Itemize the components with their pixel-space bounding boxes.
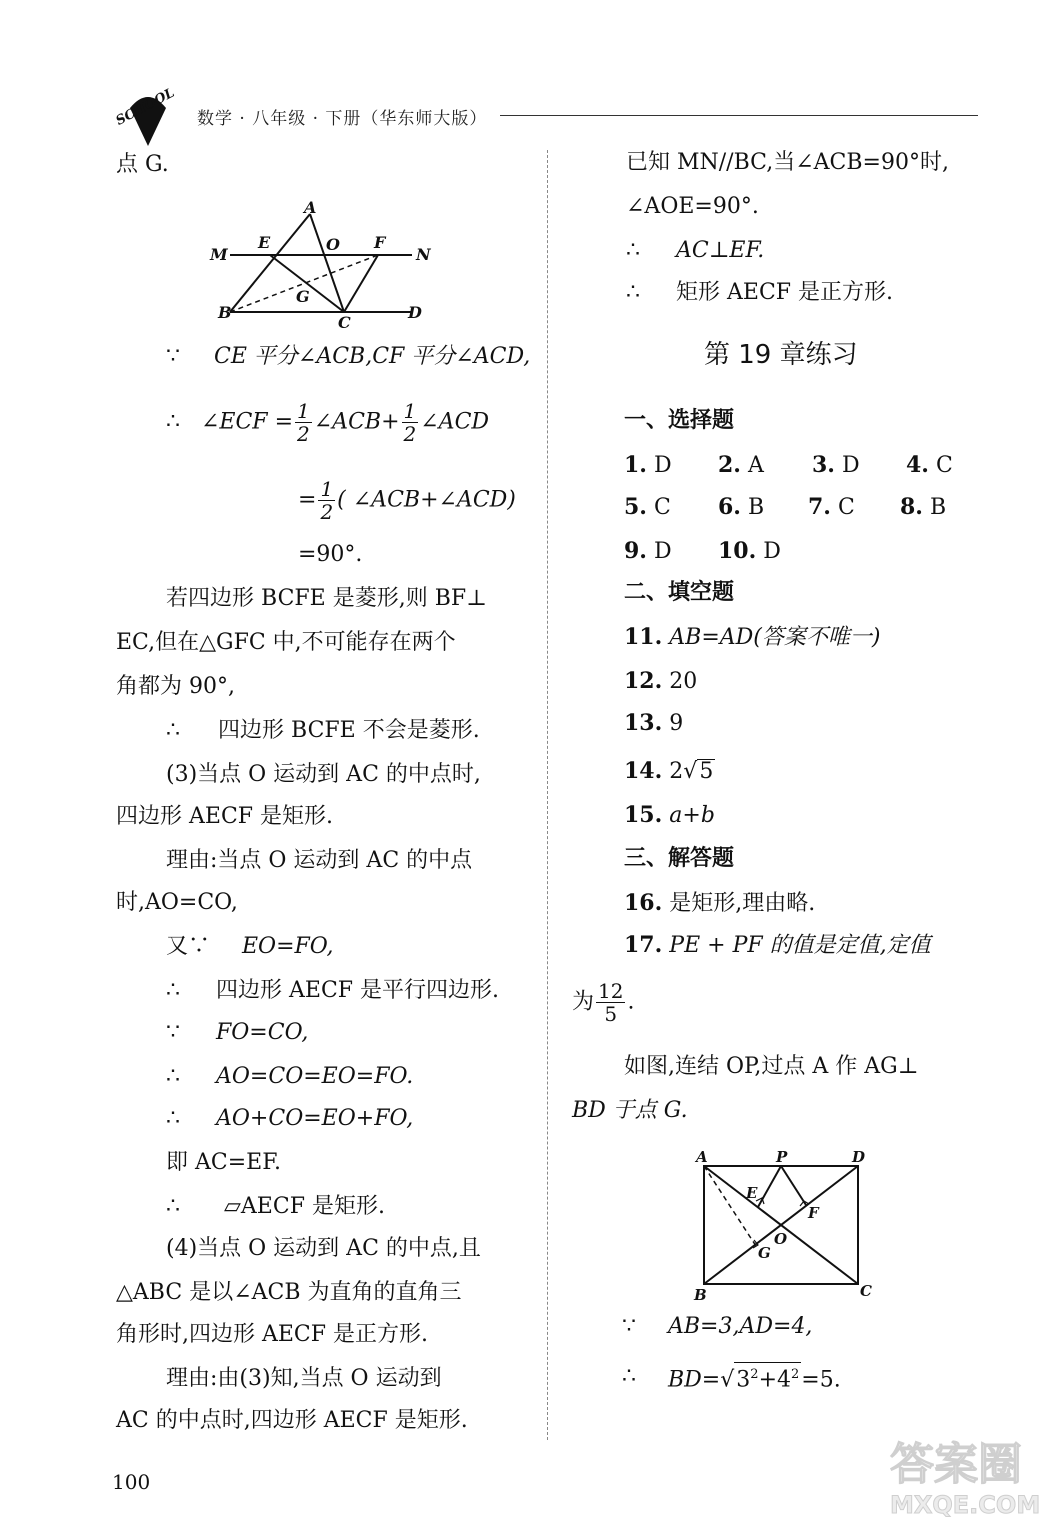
- text-line: 四边形 BCFE 不会是菱形.: [218, 718, 480, 743]
- text-line: ∴: [622, 1364, 636, 1389]
- text-line: △ABC 是以∠ACB 为直角的直角三: [116, 1280, 462, 1305]
- text-line: AB=3,AD=4,: [668, 1314, 813, 1339]
- label-D: D: [852, 1148, 866, 1166]
- text-line: ∵: [166, 1020, 180, 1045]
- figure-rectangle: [690, 1146, 890, 1306]
- solution-line: BD 于点 G.: [572, 1098, 688, 1123]
- mc-answer: 1. D: [624, 452, 672, 478]
- mc-answer: 9. D: [624, 538, 672, 564]
- text-line: ∵: [622, 1314, 636, 1339]
- solution-line: 17. PE + PF 的值是定值,定值: [624, 932, 931, 958]
- text-line: AO=CO=EO=FO.: [216, 1064, 414, 1089]
- text-line: 四边形 AECF 是矩形.: [116, 804, 334, 829]
- section-heading: 三、解答题: [624, 846, 735, 871]
- solution-line: 为 $\frac{12}{5}$ .: [572, 979, 635, 1026]
- fill-answer: 11. AB=AD(答案不唯一): [624, 624, 881, 650]
- label-G: G: [296, 287, 310, 306]
- label-E: E: [258, 233, 271, 252]
- text-line: (4)当点 O 运动到 AC 的中点,且: [166, 1236, 481, 1261]
- chapter-title: 第 19 章练习: [704, 340, 858, 370]
- figure-parallelogram: [200, 200, 440, 335]
- text-line: EO=FO,: [242, 934, 334, 959]
- label-O: O: [774, 1230, 788, 1248]
- mc-answer: 8. B: [900, 494, 947, 520]
- column-divider: [547, 150, 548, 1440]
- label-C: C: [338, 313, 351, 332]
- watermark-line1: 答案圈: [890, 1439, 1022, 1490]
- text-line: AC⊥EF.: [676, 238, 765, 263]
- text-line: 已知 MN//BC,当∠ACB=90°时,: [626, 150, 949, 175]
- solution-line: 如图,连结 OP,过点 A 作 AG⊥: [624, 1054, 919, 1079]
- text-line: 点 G.: [116, 152, 169, 177]
- label-P: P: [776, 1148, 788, 1166]
- label-N: N: [416, 245, 431, 264]
- label-F: F: [808, 1204, 819, 1222]
- label-A: A: [304, 200, 317, 217]
- text-line: ∴: [626, 238, 640, 263]
- location-pin-icon: [108, 86, 186, 150]
- section-heading: 一、选择题: [624, 408, 735, 433]
- sqrt-sign-icon: √: [720, 1367, 735, 1393]
- text-line: ∴: [166, 718, 180, 743]
- text-line: 时,AO=CO,: [116, 890, 238, 915]
- fill-answer: 13. 9: [624, 710, 684, 736]
- text-line: 矩形 AECF 是正方形.: [676, 280, 894, 305]
- mc-answer: 10. D: [718, 538, 781, 564]
- text-line: ∴: [166, 1106, 180, 1131]
- fill-answer: 14. 2√5: [624, 758, 714, 784]
- header-title: 数学 · 八年级 · 下册（华东师大版）: [197, 109, 488, 129]
- text-line: 若四边形 BCFE 是菱形,则 BF⊥: [166, 586, 487, 611]
- text-line: FO=CO,: [216, 1020, 309, 1045]
- fill-answer: 12. 20: [624, 668, 698, 694]
- label-B: B: [694, 1286, 707, 1304]
- mc-answer: 7. C: [808, 494, 855, 520]
- text-line: 理由:当点 O 运动到 AC 的中点: [166, 848, 473, 873]
- text-line: (3)当点 O 运动到 AC 的中点时,: [166, 762, 481, 787]
- mc-answer: 5. C: [624, 494, 671, 520]
- formula-line: = $\frac{1}{2}$ ( ∠ACB+∠ACD): [298, 477, 516, 524]
- label-A: A: [696, 1148, 708, 1166]
- label-E: E: [746, 1184, 758, 1202]
- page-number: 100: [112, 1470, 151, 1494]
- text-line: 角形时,四边形 AECF 是正方形.: [116, 1322, 429, 1347]
- fill-answer: 15. a+b: [624, 802, 715, 828]
- text-line: 又∵: [166, 934, 211, 959]
- text-line: ▱AECF 是矩形.: [224, 1194, 385, 1219]
- formula-line: ∴ ∠ECF = $\frac{1}{2}$ ∠ACB+ $\frac{1}{2}$ ∠ACD: [166, 399, 490, 446]
- label-D: D: [408, 303, 422, 322]
- text-line: 即 AC=EF.: [166, 1150, 282, 1175]
- school-logo: [108, 86, 186, 150]
- logo-text: SCHOOL: [113, 86, 178, 129]
- text-line: ∴: [166, 1194, 180, 1219]
- watermark: [890, 1440, 1060, 1536]
- text-line: AC 的中点时,四边形 AECF 是矩形.: [116, 1408, 468, 1433]
- text-line: ∵: [166, 344, 180, 369]
- formula-line: $BD=√3^2+4^2=5$.: [668, 1362, 841, 1395]
- text-line: 理由:由(3)知,当点 O 运动到: [166, 1366, 442, 1391]
- mc-answer: 3. D: [812, 452, 860, 478]
- label-O: O: [326, 235, 340, 254]
- text-line: EC,但在△GFC 中,不可能存在两个: [116, 630, 456, 655]
- mc-answer: 6. B: [718, 494, 765, 520]
- header-rule: [500, 115, 978, 116]
- text-line: ∴: [626, 280, 640, 305]
- label-C: C: [860, 1282, 872, 1300]
- text-line: =90°.: [298, 542, 363, 567]
- watermark-line2: MXQE.COM: [890, 1491, 1041, 1519]
- sqrt-sign-icon: √: [683, 759, 698, 784]
- text-line: ∴: [166, 1064, 180, 1089]
- text-line: 四边形 AECF 是平行四边形.: [216, 978, 500, 1003]
- label-B: B: [218, 303, 232, 322]
- text-line: 角都为 90°,: [116, 674, 235, 699]
- text-line: CE 平分∠ACB,CF 平分∠ACD,: [214, 344, 531, 369]
- text-line: AO+CO=EO+FO,: [216, 1106, 414, 1131]
- solution-line: 16. 是矩形,理由略.: [624, 890, 816, 916]
- label-M: M: [210, 245, 228, 264]
- mc-answer: 2. A: [718, 452, 764, 478]
- label-F: F: [374, 233, 386, 252]
- text-line: ∠AOE=90°.: [626, 194, 759, 219]
- label-G: G: [758, 1244, 771, 1262]
- text-line: ∴: [166, 978, 180, 1003]
- section-heading: 二、填空题: [624, 580, 735, 605]
- mc-answer: 4. C: [906, 452, 953, 478]
